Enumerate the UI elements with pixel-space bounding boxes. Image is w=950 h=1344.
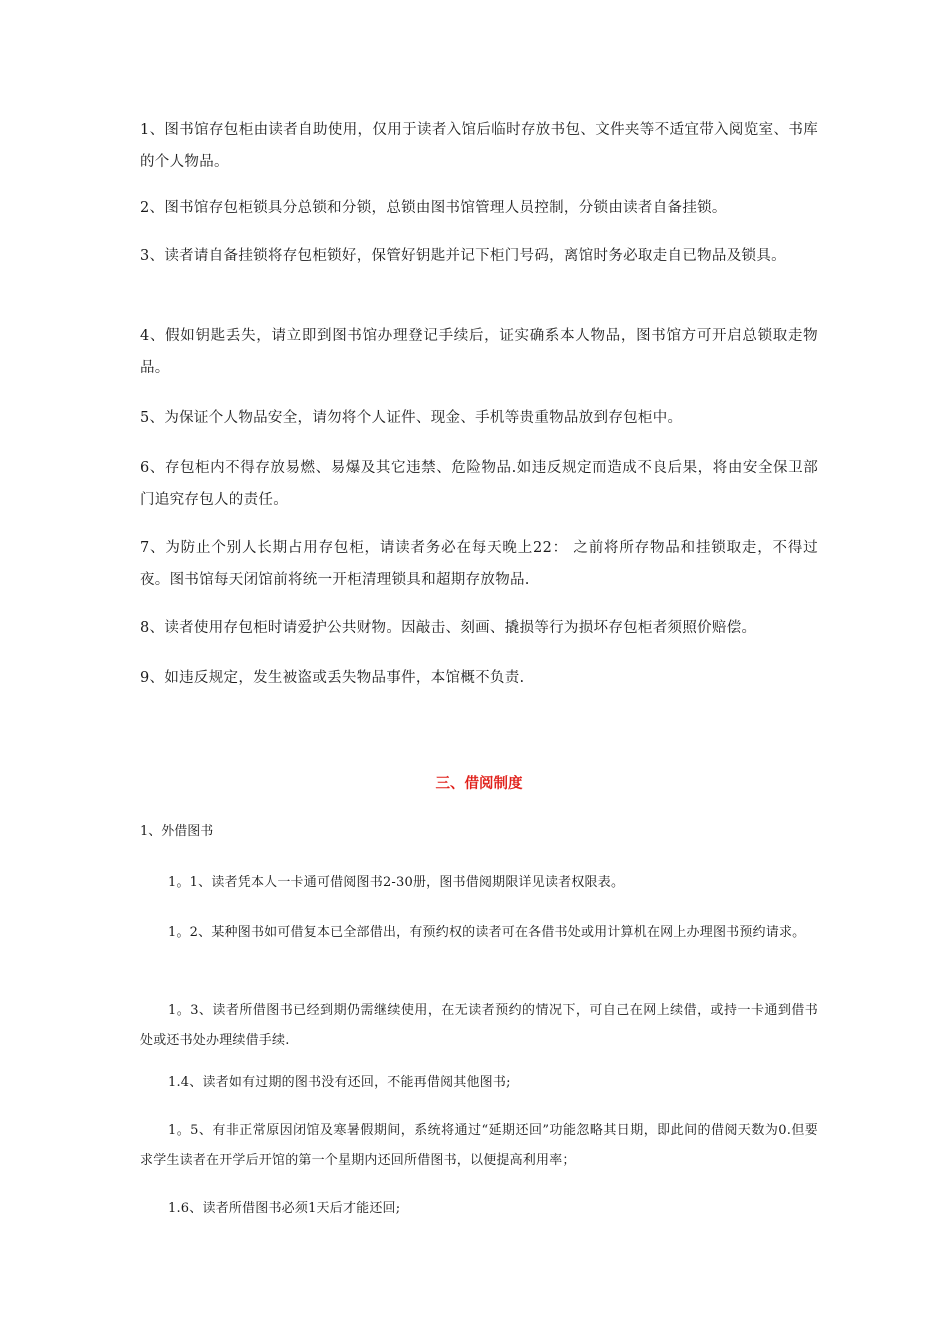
rule-4: 4、假如钥匙丢失，请立即到图书馆办理登记手续后，证实确系本人物品，图书馆方可开启总锁取走物品。 bbox=[140, 328, 818, 376]
rule-9: 9、如违反规定，发生被盗或丢失物品事件，本馆概不负责. bbox=[140, 670, 525, 686]
clause-1-6: 1.6、读者所借图书必须1天后才能还回; bbox=[168, 1201, 401, 1216]
clause-1-5: 1。5、有非正常原因闭馆及寒暑假期间，系统将通过“延期还回”功能忽略其日期，即此间的借阅天数为0.但要求学生读者在开学后开馆的第一个星期内还回所借图书，以便提高利用率； bbox=[140, 1123, 818, 1168]
rule-6: 6、存包柜内不得存放易燃、易爆及其它违禁、危险物品.如违反规定而造成不良后果，将由安全保卫部门追究存包人的责任。 bbox=[140, 460, 818, 508]
rule-3: 3、读者请自备挂锁将存包柜锁好，保管好钥匙并记下柜门号码，离馆时务必取走自已物品及锁具。 bbox=[140, 248, 786, 264]
rule-1: 1、图书馆存包柜由读者自助使用，仅用于读者入馆后临时存放书包、文件夹等不适宜带入阅览室、书库的个人物品。 bbox=[140, 122, 818, 170]
rule-8: 8、读者使用存包柜时请爱护公共财物。因敲击、刻画、撬损等行为损坏存包柜者须照价赔偿。 bbox=[140, 620, 757, 636]
clause-1-3: 1。3、读者所借图书已经到期仍需继续使用，在无读者预约的情况下，可自己在网上续借，或持一卡通到借书处或还书处办理续借手续. bbox=[140, 1003, 818, 1048]
clause-1-1: 1。1、读者凭本人一卡通可借阅图书2-30册，图书借阅期限详见读者权限表。 bbox=[168, 875, 625, 890]
rule-5: 5、为保证个人物品安全，请勿将个人证件、现金、手机等贵重物品放到存包柜中。 bbox=[140, 410, 683, 426]
clause-1-2: 1。2、某种图书如可借复本已全部借出，有预约权的读者可在各借书处或用计算机在网上办理图书预约请求。 bbox=[168, 925, 806, 940]
section-subheading: 1、外借图书 bbox=[140, 824, 214, 839]
rule-2: 2、图书馆存包柜锁具分总锁和分锁，总锁由图书馆管理人员控制，分锁由读者自备挂锁。 bbox=[140, 200, 727, 216]
section-title: 三、借阅制度 bbox=[435, 775, 523, 792]
clause-1-4: 1.4、读者如有过期的图书没有还回，不能再借阅其他图书; bbox=[168, 1075, 511, 1090]
rule-7: 7、为防止个别人长期占用存包柜，请读者务必在每天晚上22： 之前将所存物品和挂锁取走，不得过夜。图书馆每天闭馆前将统一开柜清理锁具和超期存放物品. bbox=[140, 540, 818, 588]
